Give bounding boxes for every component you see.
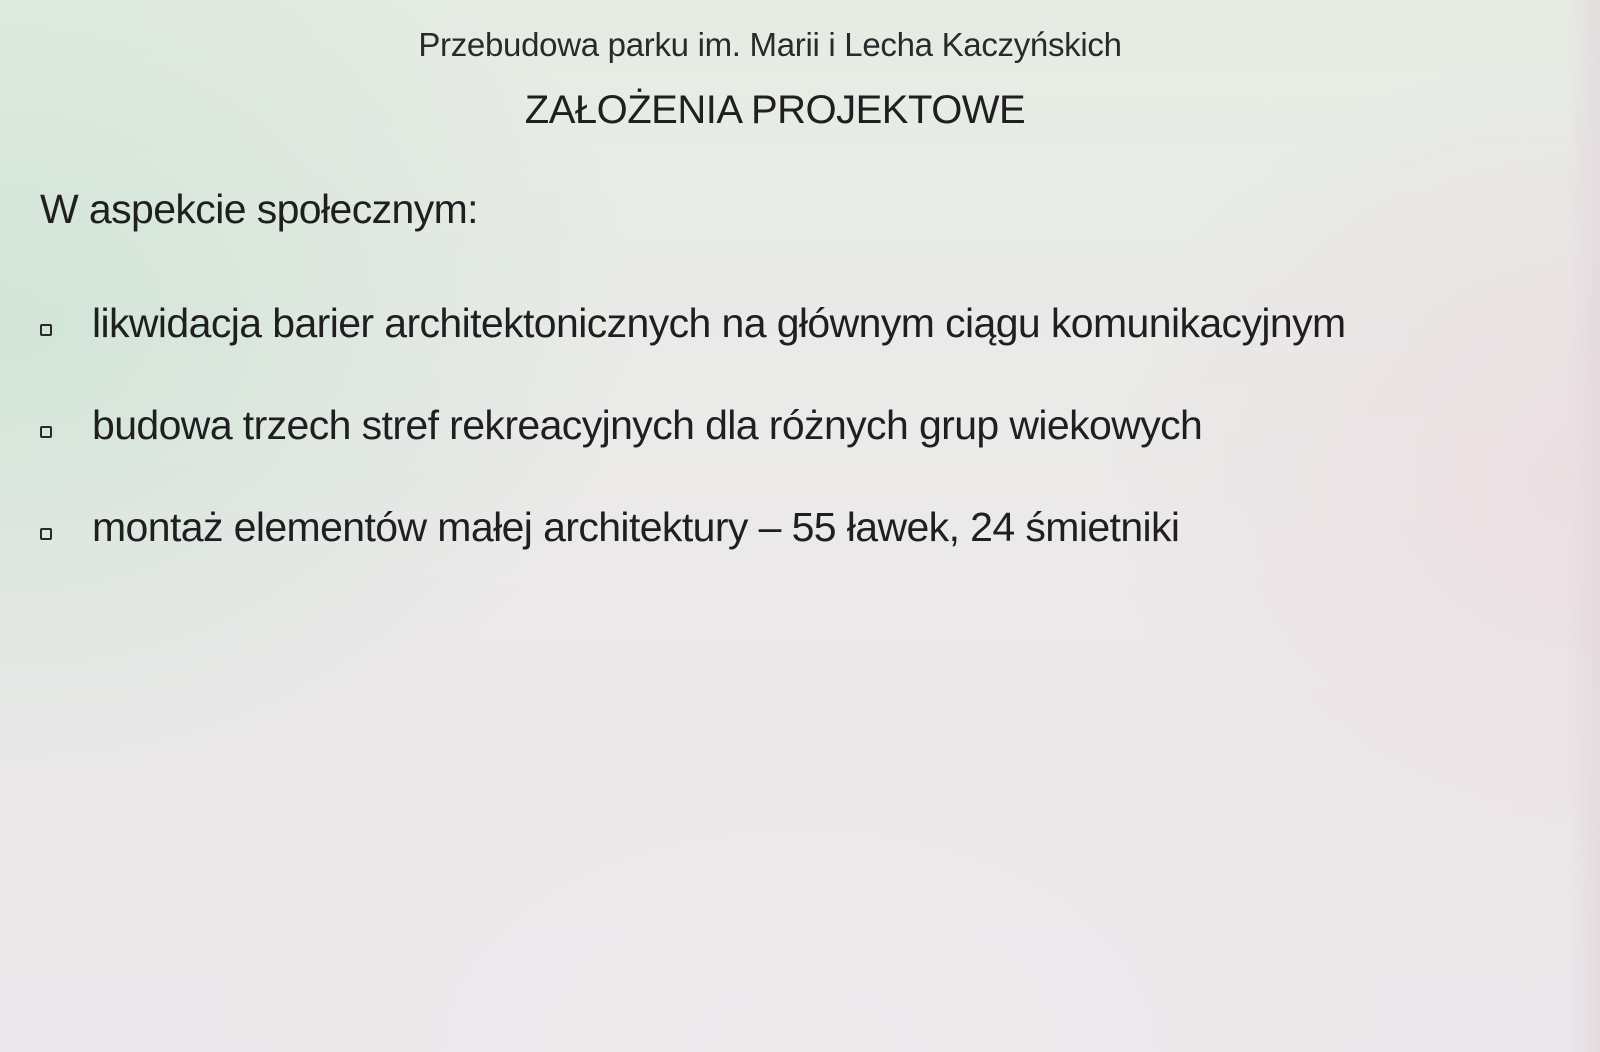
bullet-text: montaż elementów małej architektury – 55 ławek, 24 śmietniki xyxy=(92,503,1180,550)
square-bullet-icon xyxy=(40,528,52,540)
bullet-item xyxy=(40,374,1346,476)
square-bullet-icon xyxy=(40,324,52,336)
section-label: W aspekcie społecznym: xyxy=(40,186,478,232)
bullet-text: budowa trzech stref rekreacyjnych dla różnych grup wiekowych xyxy=(92,401,1203,448)
slide-subtitle: Przebudowa parku im. Marii i Lecha Kaczyńskich xyxy=(418,26,1122,63)
square-bullet-icon xyxy=(40,426,52,438)
screen-edge-shading xyxy=(1566,0,1600,1052)
bullet-item xyxy=(40,272,1346,374)
slide-heading: ZAŁOŻENIA PROJEKTOWE xyxy=(524,88,1026,132)
bullet-item xyxy=(40,476,1346,578)
bullet-text: likwidacja barier architektonicznych na głównym ciągu komunikacyjnym xyxy=(92,299,1346,346)
bullet-list xyxy=(40,272,1346,578)
